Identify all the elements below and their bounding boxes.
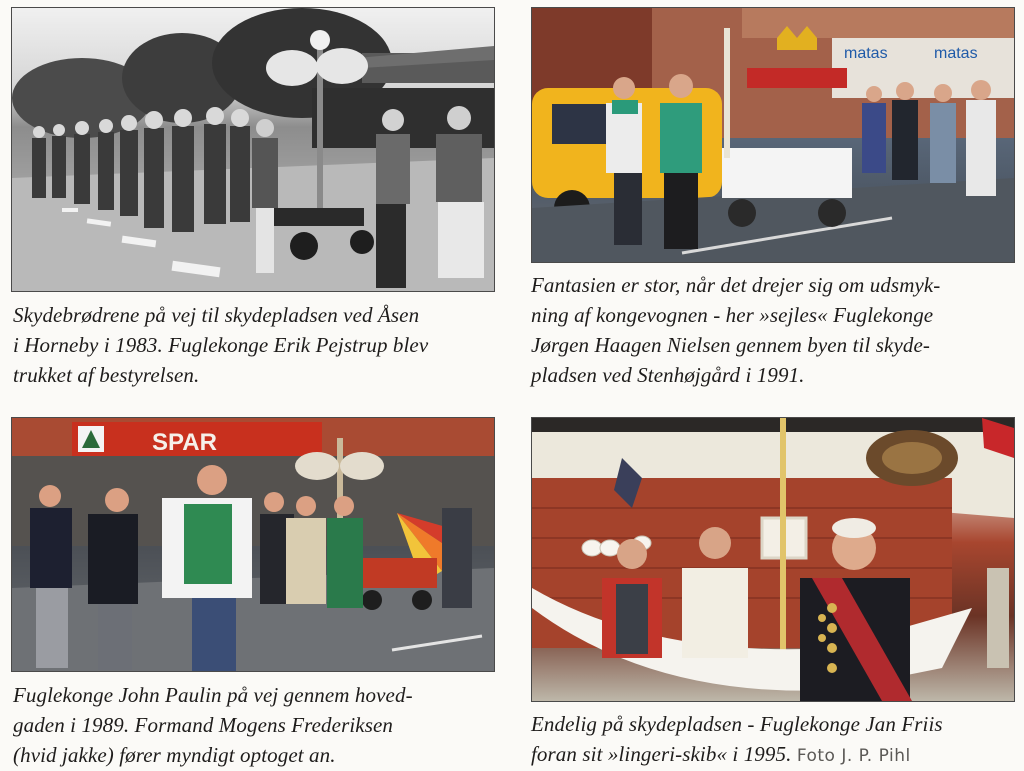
photo-1995-lingerie-ship — [531, 417, 1015, 702]
caption-line: Fuglekonge John Paulin på vej gennem hoved- — [13, 683, 413, 707]
caption-line: (hvid jakke) fører myndigt optoget an. — [13, 743, 336, 767]
caption-1995 — [531, 709, 943, 771]
caption-line: gaden i 1989. Formand Mogens Frederiksen — [13, 713, 393, 737]
caption-line: foran sit »lingeri-skib« i 1995. — [531, 742, 792, 766]
caption-line: Jørgen Haagen Nielsen gennem byen til skyde- — [531, 333, 930, 357]
photo-1995-illustration — [532, 418, 1014, 701]
photo-1983-illustration — [12, 8, 494, 291]
caption-line: i Horneby i 1983. Fuglekonge Erik Pejstrup blev — [13, 333, 429, 357]
matas-sign-1: matas — [844, 45, 888, 62]
caption-line: ning af kongevognen - her »sejles« Fuglekonge — [531, 303, 934, 327]
photo-1991-royal-wagon — [531, 7, 1015, 263]
caption-line: Fantasien er stor, når det drejer sig om udsmyk- — [531, 273, 941, 297]
photo-1989-main-street — [11, 417, 495, 672]
photo-credit: Foto J. P. Pihl — [796, 746, 911, 766]
caption-line: Endelig på skydepladsen - Fuglekonge Jan Friis — [531, 712, 943, 736]
photo-1983-procession — [11, 7, 495, 292]
caption-1983 — [13, 300, 428, 390]
matas-sign-2: matas — [934, 45, 978, 62]
caption-1991 — [531, 270, 940, 390]
caption-line: trukket af bestyrelsen. — [13, 363, 200, 387]
photo-1989-illustration — [12, 418, 494, 671]
caption-line: Skydebrødrene på vej til skydepladsen ved Åsen — [13, 303, 420, 327]
spar-sign: SPAR — [152, 429, 217, 456]
caption-line: pladsen ved Stenhøjgård i 1991. — [531, 363, 805, 387]
photo-1991-illustration — [532, 8, 1014, 262]
caption-1989 — [13, 680, 413, 770]
caption-line-with-credit — [531, 739, 943, 771]
